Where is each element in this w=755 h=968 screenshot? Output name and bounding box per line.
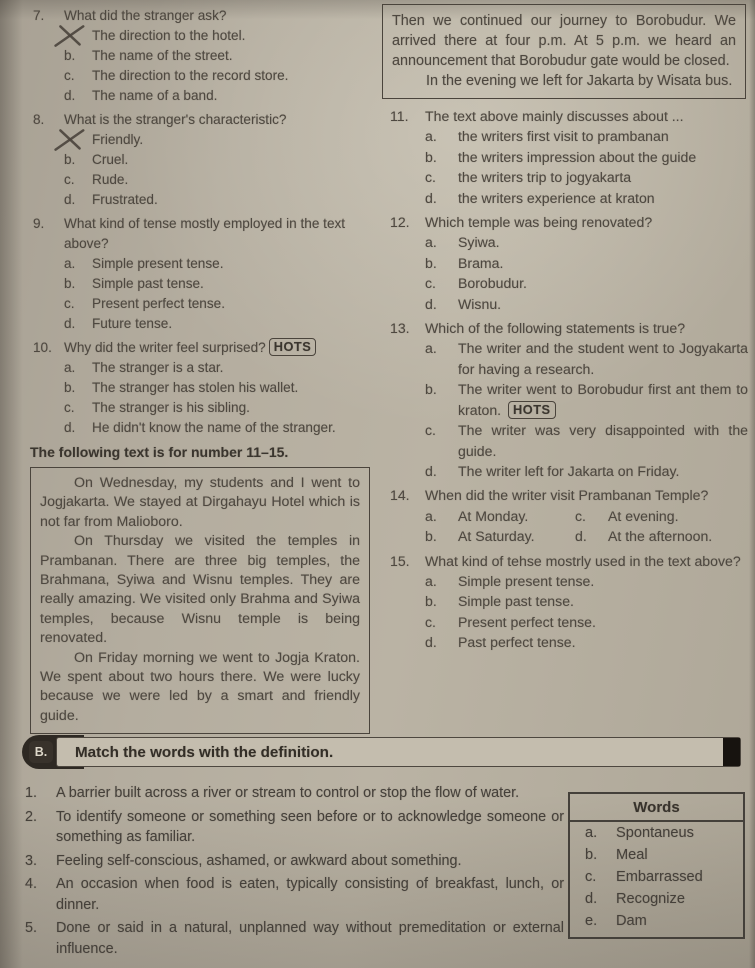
word-letter: c. <box>585 869 597 885</box>
option-letter: c. <box>64 296 75 311</box>
question-8 <box>33 110 376 210</box>
option-b <box>425 253 748 273</box>
option-d <box>425 632 748 652</box>
option-letter: b. <box>64 276 76 291</box>
word-text: Dam <box>616 913 647 929</box>
option-text: Past perfect tense. <box>458 634 576 651</box>
option-b <box>425 379 748 420</box>
option-text: At the afternoon. <box>608 528 713 545</box>
option-a <box>425 338 748 379</box>
definition-number: 1. <box>25 785 38 801</box>
option-c <box>425 420 748 461</box>
word-letter: e. <box>585 913 598 929</box>
option-letter: a. <box>425 572 437 589</box>
option-letter: d. <box>425 295 437 312</box>
option-d <box>575 526 748 546</box>
definition-item <box>25 783 625 804</box>
definition-text: Done or said in a natural, unplanned way without premeditation or external influence. <box>56 920 564 957</box>
option-text: The name of the street. <box>92 48 233 63</box>
option-text: Simple present tense. <box>92 256 224 271</box>
definition-text: Feeling self-conscious, ashamed, or awkward about something. <box>56 852 462 869</box>
passage-intro: The following text is for number 11–15. <box>30 444 289 460</box>
option-text: the writers experience at kraton <box>458 189 655 206</box>
section-b-bar-end <box>723 738 740 766</box>
option-text: Borobudur. <box>458 275 527 292</box>
option-text: The stranger is his sibling. <box>92 400 250 415</box>
definition-item <box>25 918 625 959</box>
word-text: Spontaneus <box>616 825 694 841</box>
option-text: The direction to the hotel. <box>92 28 246 43</box>
option-b <box>425 526 575 546</box>
word-text: Meal <box>616 847 648 863</box>
option-d <box>64 86 376 106</box>
word-entry <box>570 866 743 888</box>
option-text: the writers impression about the guide <box>458 148 697 165</box>
option-c <box>64 294 376 314</box>
option-a <box>64 358 376 378</box>
question-number: 7. <box>33 8 45 23</box>
option-text: Friendly. <box>92 132 144 147</box>
option-d <box>425 461 748 481</box>
question-number: 12. <box>390 214 410 231</box>
section-b-header-bar <box>22 735 749 769</box>
word-entry <box>570 822 743 844</box>
question-number: 10. <box>33 340 52 355</box>
option-text: The stranger has stolen his wallet. <box>92 380 299 395</box>
option-text: Simple present tense. <box>458 572 595 589</box>
word-letter: b. <box>585 847 598 863</box>
question-number: 13. <box>390 320 410 337</box>
option-d <box>425 188 748 208</box>
option-a <box>425 232 748 252</box>
question-stem: What kind of tehse mostrly used in the text above? <box>425 552 741 569</box>
question-12 <box>390 212 748 314</box>
option-d <box>64 314 376 334</box>
definition-text: An occasion when food is eaten, typically consisting of breakfast, lunch, or dinner. <box>56 876 564 913</box>
option-letter: c. <box>575 507 586 524</box>
option-letter: c. <box>64 68 75 83</box>
question-11 <box>390 106 748 208</box>
question-number: 14. <box>390 487 410 504</box>
passage-paragraph: On Friday morning we went to Jogja Kraton. We spent about two hours there. We were lucky because we were led by a smart and friendly guide. <box>40 649 360 724</box>
option-c <box>64 66 376 86</box>
definition-text: To identify someone or something seen before or to acknowledge someone or something as familiar. <box>56 808 564 845</box>
option-letter: b. <box>425 528 437 545</box>
option-letter: c. <box>425 275 436 292</box>
option-letter: d. <box>425 189 437 206</box>
option-text: At Monday. <box>458 507 529 524</box>
option-d <box>425 294 748 314</box>
option-letter: d. <box>575 528 587 545</box>
option-letter: d. <box>64 192 76 207</box>
option-c <box>64 398 376 418</box>
option-text: At Saturday. <box>458 528 535 545</box>
question-number: 8. <box>33 112 45 127</box>
definition-item <box>25 807 625 848</box>
question-number: 11. <box>390 108 409 124</box>
option-text: Brama. <box>458 254 504 271</box>
section-b-title: Match the words with the definition. <box>75 743 334 761</box>
option-b <box>64 274 376 294</box>
question-number: 15. <box>390 552 410 569</box>
passage-paragraph: On Wednesday, my students and I went to Jogjakarta. We stayed at Dirgahayu Hotel which is not far from Malioboro. <box>40 475 360 530</box>
option-text: At evening. <box>608 507 679 524</box>
option-letter: d. <box>64 88 76 103</box>
option-letter: d. <box>64 316 76 331</box>
option-text: The stranger is a star. <box>92 360 224 375</box>
option-text: The direction to the record store. <box>92 68 289 83</box>
option-letter: d. <box>425 634 437 651</box>
option-letter: b. <box>425 381 437 398</box>
option-text: The writer left for Jakarta on Friday. <box>458 462 680 479</box>
option-a <box>425 571 748 591</box>
question-stem: The text above mainly discusses about ... <box>425 108 684 124</box>
question-number: 9. <box>33 216 45 231</box>
option-letter: b. <box>64 380 76 395</box>
option-letter: a. <box>64 256 76 271</box>
option-text: Syiwa. <box>458 234 500 251</box>
option-c <box>425 273 748 293</box>
option-a <box>425 126 748 146</box>
definition-text: A barrier built across a river or stream to control or stop the flow of water. <box>56 785 520 801</box>
option-letter: a. <box>64 360 76 375</box>
option-text: Simple past tense. <box>458 593 574 610</box>
option-letter: a. <box>425 340 437 357</box>
question-13 <box>390 318 748 481</box>
option-letter: b. <box>64 152 76 167</box>
option-a-crossed <box>64 130 376 150</box>
passage-box-left <box>30 467 370 734</box>
option-letter: d. <box>64 420 76 435</box>
words-table-header: Words <box>570 794 743 822</box>
option-text: Frustrated. <box>92 192 158 207</box>
words-table <box>568 792 745 939</box>
definition-number: 3. <box>25 852 38 869</box>
option-letter: c. <box>425 613 436 630</box>
option-text: Simple past tense. <box>92 276 204 291</box>
option-text: The name of a band. <box>92 88 218 103</box>
definition-number: 5. <box>25 920 38 936</box>
option-text: Cruel. <box>92 152 129 167</box>
option-letter: b. <box>425 254 437 271</box>
option-letter: d. <box>425 462 437 479</box>
question-9 <box>33 214 376 334</box>
option-b <box>425 591 748 611</box>
cross-mark-icon <box>64 26 92 46</box>
word-entry <box>570 910 743 932</box>
definition-number: 4. <box>25 876 38 892</box>
option-letter: b. <box>425 593 437 610</box>
cross-mark-icon <box>64 130 92 150</box>
word-entry <box>570 844 743 866</box>
passage-paragraph: On Thursday we visited the temples in Prambanan. There are three big temples, the Brahmana, Syiwa and Wisnu temples. They are really amazing. We visited only Brahma and Syiwa temples, because Wisnu temple is being renovated. <box>40 533 360 647</box>
definition-item <box>25 851 625 872</box>
section-b-strip <box>56 737 741 767</box>
question-7 <box>33 6 376 106</box>
option-text: He didn't know the name of the stranger. <box>92 420 336 435</box>
option-text: Rude. <box>92 172 129 187</box>
option-d <box>64 418 376 438</box>
option-letter: a. <box>425 234 437 251</box>
column-right <box>390 4 748 657</box>
question-10 <box>33 338 376 438</box>
hots-badge: HOTS <box>269 338 317 356</box>
option-text: The writer and the student went to Jogyakarta for having a research. <box>458 340 748 377</box>
option-letter: b. <box>425 148 437 165</box>
option-b <box>64 46 376 66</box>
option-b <box>425 147 748 167</box>
option-c <box>425 612 748 632</box>
photo-edge-shadow <box>749 0 755 968</box>
option-letter: c. <box>64 172 75 187</box>
hots-badge: HOTS <box>508 401 556 419</box>
option-d <box>64 190 376 210</box>
passage-box-right <box>382 4 746 99</box>
question-14 <box>390 485 748 546</box>
question-stem: Why did the writer feel surprised? HOTS <box>64 338 376 358</box>
column-left <box>30 6 376 734</box>
definition-list <box>25 783 625 962</box>
option-text: The writer went to Borobudur first ant them to kraton. HOTS <box>458 381 748 418</box>
question-stem: What is the stranger's characteristic? <box>64 112 287 127</box>
option-b <box>64 150 376 170</box>
word-text: Embarrassed <box>616 869 703 885</box>
question-stem: Which temple was being renovated? <box>425 214 653 231</box>
option-letter: b. <box>64 48 76 63</box>
word-entry <box>570 888 743 910</box>
definition-item <box>25 874 625 915</box>
option-text: Present perfect tense. <box>458 613 596 630</box>
passage-paragraph: In the evening we left for Jakarta by Wisata bus. <box>426 73 733 89</box>
option-letter: c. <box>425 169 436 186</box>
word-letter: d. <box>585 891 598 907</box>
option-a <box>425 506 575 526</box>
option-text: Present perfect tense. <box>92 296 225 311</box>
option-letter: c. <box>425 422 436 439</box>
question-stem: When did the writer visit Prambanan Temple? <box>425 487 709 504</box>
question-15 <box>390 551 748 653</box>
option-text: The writer was very disappointed with the guide. <box>458 422 748 459</box>
option-c <box>64 170 376 190</box>
option-a <box>64 254 376 274</box>
option-c <box>575 506 748 526</box>
question-stem: What did the stranger ask? <box>64 8 227 23</box>
option-text: Wisnu. <box>458 295 502 312</box>
option-c <box>425 167 748 187</box>
word-text: Recognize <box>616 891 685 907</box>
option-text: Future tense. <box>92 316 173 331</box>
word-letter: a. <box>585 825 598 841</box>
question-stem: Which of the following statements is true? <box>425 320 686 337</box>
option-a-crossed <box>64 26 376 46</box>
question-stem: What kind of tense mostly employed in the text above? <box>64 216 346 251</box>
section-b-badge: B. <box>29 741 53 763</box>
option-text: the writers trip to jogyakarta <box>458 169 632 186</box>
option-letter: a. <box>425 507 437 524</box>
option-grid <box>425 506 748 547</box>
option-text: the writers first visit to prambanan <box>458 128 669 145</box>
option-b <box>64 378 376 398</box>
passage-paragraph: Then we continued our journey to Borobudur. We arrived there at four p.m. At 5 p.m. we heard an announcement that Borobudur gate would be closed. <box>392 13 736 69</box>
option-letter: a. <box>425 128 437 145</box>
option-letter: c. <box>64 400 75 415</box>
section-b <box>0 727 755 968</box>
definition-number: 2. <box>25 808 38 825</box>
